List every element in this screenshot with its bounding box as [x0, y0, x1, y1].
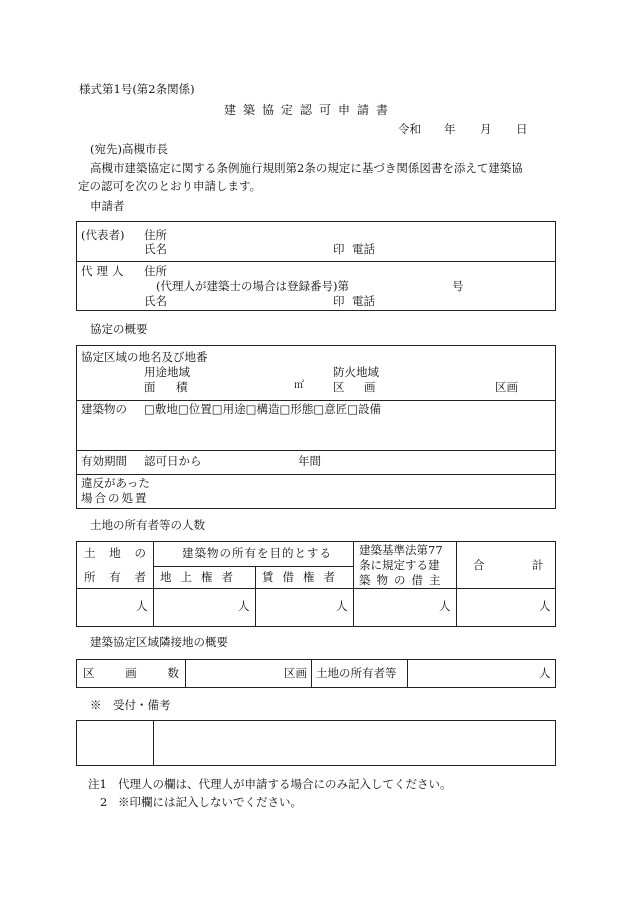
date-era: 令和	[398, 122, 421, 136]
overview-heading: 協定の概要	[90, 322, 148, 336]
agent-name-label: 氏名	[144, 294, 167, 308]
adjacent-count-unit: 区画	[284, 666, 307, 680]
note-2-prefix: 2	[100, 795, 108, 809]
owners-col-4	[456, 541, 457, 627]
district-label-a: 区	[333, 380, 345, 394]
land-owner-1-char-a: 土	[84, 546, 96, 560]
building-items: □敷地□位置□用途□構造□形態□意匠□設備	[144, 402, 382, 416]
land-owner-label-2	[84, 572, 146, 584]
area-label: 協定区域の地名及び地番	[81, 350, 208, 364]
date-year: 年	[444, 122, 456, 136]
overview-divider-1	[76, 400, 556, 401]
rep-seal: 印	[333, 242, 345, 256]
total-label-b: 計	[532, 558, 544, 572]
land-owner-1-char-c: の	[134, 546, 146, 560]
land-owner-label-1	[84, 548, 146, 560]
validity-label: 有効期間	[81, 454, 127, 468]
land-owner-2-char-b: 有	[109, 570, 121, 584]
validity-years: 年間	[298, 454, 321, 468]
reception-table	[76, 720, 556, 766]
agent-registration: (代理人が建築士の場合は登録番号)第	[156, 279, 349, 293]
adjacent-heading: 建築協定区域隣接地の概要	[90, 635, 228, 649]
owners-header-divider	[76, 588, 556, 589]
applicant-heading: 申請者	[90, 199, 125, 213]
adjacent-owners-unit: 人	[539, 666, 551, 680]
rep-name-label: 氏名	[144, 242, 167, 256]
area-size-label-a: 面	[144, 380, 156, 394]
total-count-unit: 人	[539, 599, 551, 613]
applicant-divider	[76, 261, 556, 262]
intro-line-2: 定の認可を次のとおり申請します。	[78, 179, 262, 193]
lessee-count-unit: 人	[336, 599, 348, 613]
representative-label: (代表者)	[81, 228, 125, 242]
land-owner-1-char-b: 地	[109, 546, 121, 560]
owners-subheader-divider	[153, 566, 353, 567]
superficies-count-unit: 人	[238, 599, 250, 613]
rep-phone-label: 電話	[352, 242, 375, 256]
owners-col-3	[353, 541, 354, 627]
article77-line-3: 築物の借主	[359, 573, 447, 587]
reception-heading: ※ 受付・備考	[90, 698, 171, 712]
note-1-prefix: 注1	[88, 777, 107, 791]
adjacent-col-3	[407, 659, 408, 688]
agent-seal: 印	[333, 294, 345, 308]
lessee-label: 賃借権者	[262, 570, 344, 584]
agent-registration-suffix: 号	[452, 279, 464, 293]
use-district-label: 用途地域	[144, 365, 190, 379]
violation-line-1: 違反があった	[81, 476, 150, 490]
adjacent-count-char-c: 数	[167, 666, 179, 680]
form-title: 建築協定認可申請書	[224, 103, 396, 117]
article77-line-1: 建築基準法第77	[359, 543, 443, 557]
adjacent-col-2	[311, 659, 312, 688]
date-month: 月	[480, 122, 492, 136]
building-purpose-label: 建築物の所有を目的とする	[182, 546, 332, 560]
article77-count-unit: 人	[439, 599, 451, 613]
owners-heading: 土地の所有者等の人数	[90, 518, 205, 532]
land-owner-count-unit: 人	[136, 599, 148, 613]
agent-label: 代理人	[81, 264, 128, 278]
overview-divider-2	[76, 450, 556, 451]
form-number: 様式第1号(第2条関係)	[79, 82, 195, 96]
note-2-text: ※印欄には記入しないでください。	[118, 795, 302, 809]
article77-line-2: 条に規定する建	[359, 558, 440, 572]
district-unit: 区画	[495, 380, 518, 394]
reception-divider	[153, 720, 154, 766]
adjacent-owners-label: 土地の所有者等	[316, 666, 397, 680]
area-size-label-b: 積	[176, 380, 188, 394]
area-unit: ㎡	[294, 380, 304, 391]
agent-phone-label: 電話	[352, 294, 375, 308]
note-1-text: 代理人の欄は、代理人が申請する場合にのみ記入してください。	[118, 777, 452, 791]
total-label-a: 合	[473, 558, 485, 572]
violation-line-2: 場合の処置	[81, 491, 149, 505]
agent-address-label: 住所	[144, 264, 167, 278]
owners-col-1	[153, 541, 154, 627]
land-owner-2-char-c: 者	[134, 570, 146, 584]
adjacent-count-label	[83, 668, 179, 680]
addressee: (宛先)高槻市長	[90, 142, 168, 156]
superficies-label: 地上権者	[160, 570, 242, 584]
intro-line-1: 高槻市建築協定に関する条例施行規則第2条の規定に基づき関係図書を添えて建築協	[90, 161, 523, 175]
adjacent-count-char-b: 画	[125, 666, 137, 680]
adjacent-count-char-a: 区	[83, 666, 95, 680]
owners-col-2	[255, 566, 256, 627]
land-owner-2-char-a: 所	[84, 570, 96, 584]
rep-address-label: 住所	[144, 228, 167, 242]
district-label-b: 画	[364, 380, 376, 394]
fire-district-label: 防火地域	[333, 365, 379, 379]
adjacent-col-1	[185, 659, 186, 688]
building-label: 建築物の	[81, 402, 127, 416]
overview-divider-3	[76, 474, 556, 475]
validity-from: 認可日から	[144, 454, 202, 468]
date-day: 日	[516, 122, 528, 136]
